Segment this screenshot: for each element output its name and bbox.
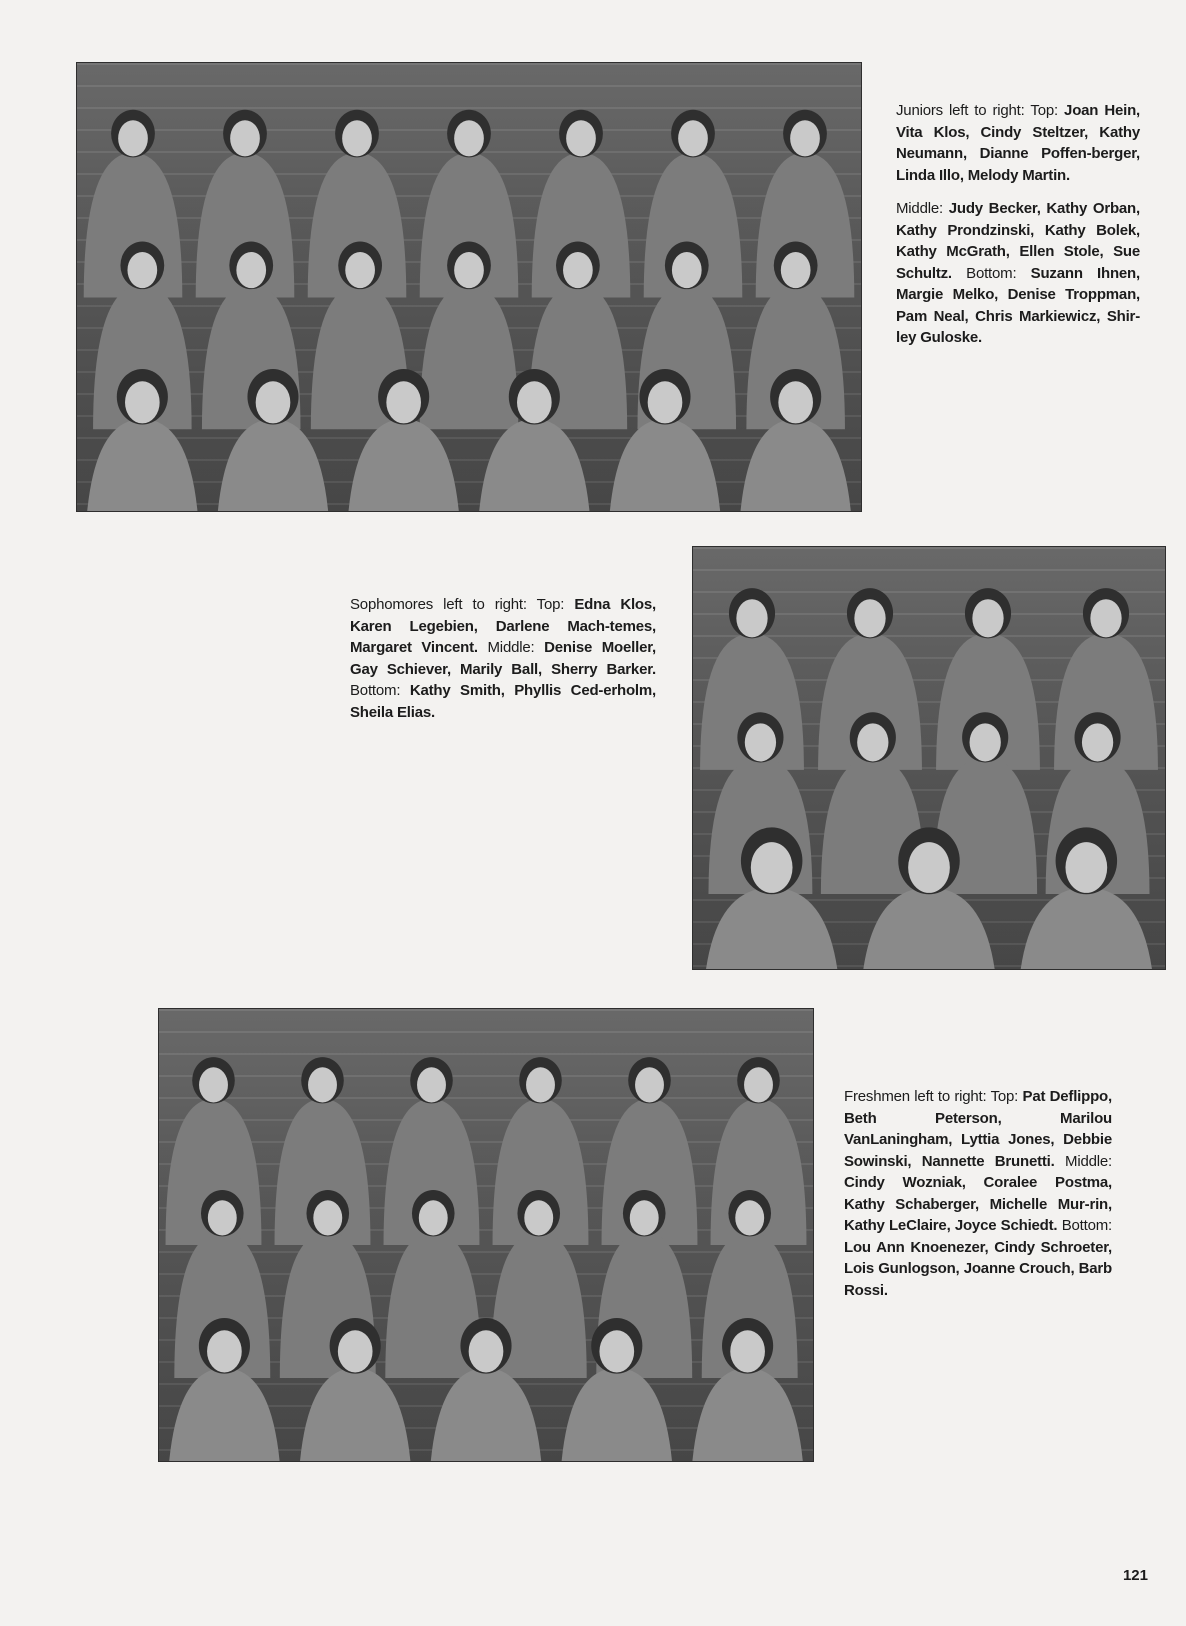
freshmen-caption-text [844,1086,1112,1301]
caption-label: Bottom: [1057,1217,1112,1234]
page-number: 121 [1122,1567,1148,1584]
caption-label: Middle: [477,639,545,656]
caption-names: Joan Hein, Vita Klos, Cindy Steltzer, Kathy Neumann, Dianne Poffen-berger, Linda Illo, Melody Martin. [896,102,1140,184]
caption-label: Sophomores left to right: Top: [350,596,575,613]
caption-names: Suzann Ihnen, Margie Melko, Denise Troppman, Pam Neal, Chris Markiewicz, Shir-ley Guloske. [896,264,1140,346]
caption-label: Freshmen left to right: Top: [844,1088,1023,1105]
freshmen-caption [844,1086,1112,1313]
caption-names: Edna Klos, Karen Legebien, Darlene Mach-temes, Margaret Vincent. [350,596,656,656]
sophomores-team-photo [692,546,1166,970]
caption-names: Lou Ann Knoenezer, Cindy Schroeter, Lois Gunlogson, Joanne Crouch, Barb Rossi. [844,1238,1112,1299]
caption-names: Kathy Smith, Phyllis Ced-erholm, Sheila Elias. [350,682,656,721]
caption-names: Denise Moeller, Gay Schiever, Marily Ball, Sherry Barker. [350,639,656,678]
juniors-caption-top [896,100,1140,186]
caption-label: Middle: [896,200,949,217]
sophomores-caption [350,594,656,735]
juniors-caption-middle-bottom [896,198,1140,349]
caption-label: Bottom: [350,682,410,699]
caption-label: Juniors left to right: Top: [896,102,1065,119]
juniors-caption [896,100,1140,361]
caption-label: Bottom: [951,264,1031,282]
freshmen-team-photo [158,1008,814,1462]
caption-label: Middle: [1054,1152,1112,1170]
juniors-team-photo [76,62,862,512]
caption-names: Judy Becker, Kathy Orban, Kathy Prondzinski, Kathy Bolek, Kathy McGrath, Ellen Stole, Sue Schultz. [896,200,1140,282]
caption-names: Pat Deflippo, Beth Peterson, Marilou VanLaningham, Lyttia Jones, Debbie Sowinski, Nannette Brunetti. [844,1088,1112,1170]
sophomores-caption-text [350,594,656,723]
caption-names: Cindy Wozniak, Coralee Postma, Kathy Schaberger, Michelle Mur-rin, Kathy LeClaire, Joyce Schiedt. [844,1174,1112,1234]
